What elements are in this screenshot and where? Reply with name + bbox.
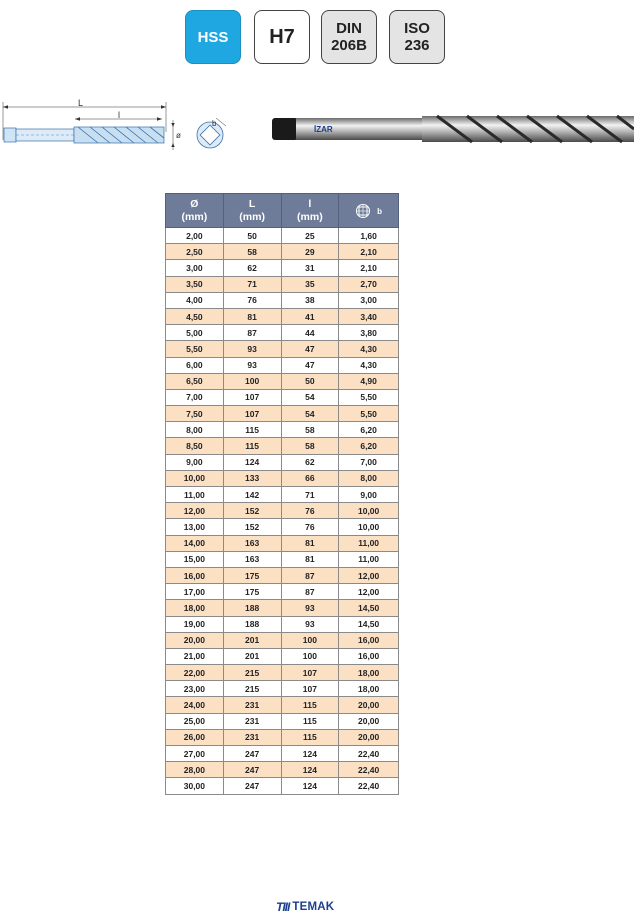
cell-square-size: 8,00 (339, 470, 399, 486)
cell-total-length: 247 (223, 762, 281, 778)
cell-flute-length: 124 (281, 762, 339, 778)
table-row (166, 341, 399, 357)
cell-total-length: 87 (223, 325, 281, 341)
cell-flute-length: 47 (281, 341, 339, 357)
cell-square-size: 22,40 (339, 746, 399, 762)
cell-total-length: 163 (223, 551, 281, 567)
cell-diameter: 8,50 (166, 438, 224, 454)
cell-diameter: 23,00 (166, 681, 224, 697)
cell-total-length: 133 (223, 470, 281, 486)
cell-total-length: 71 (223, 276, 281, 292)
cell-total-length: 50 (223, 228, 281, 244)
cell-total-length: 115 (223, 422, 281, 438)
square-drive-icon (355, 202, 377, 220)
table-row (166, 762, 399, 778)
cell-flute-length: 41 (281, 308, 339, 324)
cell-flute-length: 76 (281, 503, 339, 519)
table-row (166, 746, 399, 762)
cell-square-size: 2,10 (339, 260, 399, 276)
cell-total-length: 100 (223, 373, 281, 389)
cell-square-size: 5,50 (339, 389, 399, 405)
cell-total-length: 231 (223, 697, 281, 713)
cell-square-size: 2,10 (339, 244, 399, 260)
cell-flute-length: 115 (281, 697, 339, 713)
cell-diameter: 8,00 (166, 422, 224, 438)
table-row (166, 470, 399, 486)
cell-square-size: 22,40 (339, 762, 399, 778)
cell-square-size: 11,00 (339, 535, 399, 551)
table-row (166, 713, 399, 729)
cell-total-length: 152 (223, 519, 281, 535)
cell-diameter: 3,00 (166, 260, 224, 276)
cell-total-length: 58 (223, 244, 281, 260)
cell-total-length: 175 (223, 584, 281, 600)
din-badge (321, 10, 377, 64)
table-row (166, 584, 399, 600)
temak-logo-word: TEMAK (292, 901, 335, 913)
cell-diameter: 7,50 (166, 406, 224, 422)
table-row (166, 729, 399, 745)
cell-total-length: 201 (223, 632, 281, 648)
table-row (166, 260, 399, 276)
cell-diameter: 5,00 (166, 325, 224, 341)
cell-diameter: 18,00 (166, 600, 224, 616)
cell-square-size: 3,00 (339, 292, 399, 308)
cell-total-length: 93 (223, 341, 281, 357)
cell-square-size: 11,00 (339, 551, 399, 567)
cell-total-length: 231 (223, 713, 281, 729)
table-row (166, 535, 399, 551)
tolerance-label: H7 (269, 25, 295, 48)
cell-square-size: 4,90 (339, 373, 399, 389)
cell-square-size: 6,20 (339, 438, 399, 454)
cell-total-length: 142 (223, 487, 281, 503)
cell-diameter: 6,00 (166, 357, 224, 373)
cell-flute-length: 50 (281, 373, 339, 389)
cell-flute-length: 44 (281, 325, 339, 341)
cell-square-size: 3,80 (339, 325, 399, 341)
cell-flute-length: 31 (281, 260, 339, 276)
cell-square-size: 7,00 (339, 454, 399, 470)
cell-flute-length: 115 (281, 713, 339, 729)
cell-total-length: 115 (223, 438, 281, 454)
din-label-line2: 206B (331, 37, 367, 54)
cell-flute-length: 100 (281, 648, 339, 664)
cell-diameter: 17,00 (166, 584, 224, 600)
cell-diameter: 7,00 (166, 389, 224, 405)
cell-flute-length: 81 (281, 535, 339, 551)
table-row (166, 373, 399, 389)
cell-diameter: 2,50 (166, 244, 224, 260)
cell-total-length: 231 (223, 729, 281, 745)
table-row (166, 244, 399, 260)
cell-diameter: 5,50 (166, 341, 224, 357)
cell-flute-length: 115 (281, 729, 339, 745)
cell-diameter: 22,00 (166, 665, 224, 681)
cell-square-size: 10,00 (339, 503, 399, 519)
cell-diameter: 3,50 (166, 276, 224, 292)
cell-square-size: 1,60 (339, 228, 399, 244)
cell-square-size: 16,00 (339, 632, 399, 648)
table-row (166, 665, 399, 681)
cell-diameter: 4,00 (166, 292, 224, 308)
cell-square-size: 3,40 (339, 308, 399, 324)
cell-total-length: 152 (223, 503, 281, 519)
cell-total-length: 107 (223, 406, 281, 422)
temak-logo (276, 899, 334, 915)
table-row (166, 357, 399, 373)
cell-total-length: 188 (223, 616, 281, 632)
table-row (166, 616, 399, 632)
table-row (166, 697, 399, 713)
iso-label-line2: 236 (404, 37, 430, 54)
reamer-spec-table (165, 193, 399, 795)
cell-diameter: 27,00 (166, 746, 224, 762)
hss-badge (185, 10, 241, 64)
table-row (166, 600, 399, 616)
cell-flute-length: 81 (281, 551, 339, 567)
cell-flute-length: 58 (281, 422, 339, 438)
table-row (166, 487, 399, 503)
table-row (166, 519, 399, 535)
cell-total-length: 93 (223, 357, 281, 373)
cell-flute-length: 35 (281, 276, 339, 292)
table-row (166, 503, 399, 519)
cell-diameter: 12,00 (166, 503, 224, 519)
table-row (166, 567, 399, 583)
cell-total-length: 124 (223, 454, 281, 470)
table-row (166, 632, 399, 648)
reamer-photo (272, 110, 634, 148)
table-row (166, 422, 399, 438)
cell-flute-length: 93 (281, 600, 339, 616)
table-row (166, 648, 399, 664)
cell-diameter: 9,00 (166, 454, 224, 470)
cell-flute-length: 54 (281, 406, 339, 422)
cell-square-size: 12,00 (339, 567, 399, 583)
cell-diameter: 16,00 (166, 567, 224, 583)
cell-flute-length: 29 (281, 244, 339, 260)
cell-flute-length: 124 (281, 746, 339, 762)
table-row (166, 778, 399, 794)
dimension-d-label: ø (176, 131, 181, 140)
cell-square-size: 5,50 (339, 406, 399, 422)
dimension-l-label: l (118, 110, 120, 120)
cell-flute-length: 38 (281, 292, 339, 308)
cell-total-length: 62 (223, 260, 281, 276)
table-row (166, 228, 399, 244)
cell-total-length: 81 (223, 308, 281, 324)
cell-diameter: 19,00 (166, 616, 224, 632)
cell-square-size: 2,70 (339, 276, 399, 292)
cell-flute-length: 58 (281, 438, 339, 454)
table-row (166, 438, 399, 454)
header-flute-length: l (mm) (281, 194, 339, 228)
cell-total-length: 188 (223, 600, 281, 616)
cell-diameter: 11,00 (166, 487, 224, 503)
temak-logo-mark: TIII (276, 900, 290, 914)
cell-flute-length: 87 (281, 584, 339, 600)
cell-total-length: 175 (223, 567, 281, 583)
table-row (166, 389, 399, 405)
cell-diameter: 10,00 (166, 470, 224, 486)
cell-diameter: 2,00 (166, 228, 224, 244)
cell-square-size: 16,00 (339, 648, 399, 664)
photo-brand-label: İZAR (314, 125, 333, 134)
cell-diameter: 14,00 (166, 535, 224, 551)
table-row (166, 406, 399, 422)
cell-square-size: 9,00 (339, 487, 399, 503)
table-row (166, 454, 399, 470)
cell-flute-length: 76 (281, 519, 339, 535)
cell-flute-length: 107 (281, 665, 339, 681)
cell-square-size: 18,00 (339, 681, 399, 697)
cell-square-size: 4,30 (339, 341, 399, 357)
cell-square-size: 20,00 (339, 729, 399, 745)
cell-total-length: 247 (223, 778, 281, 794)
cell-diameter: 6,50 (166, 373, 224, 389)
table-header-row (166, 194, 399, 228)
cell-total-length: 163 (223, 535, 281, 551)
cell-square-size: 10,00 (339, 519, 399, 535)
dimension-b-label: b (212, 119, 217, 128)
cell-diameter: 15,00 (166, 551, 224, 567)
table-row (166, 308, 399, 324)
cell-flute-length: 93 (281, 616, 339, 632)
header-diameter: Ø (mm) (166, 194, 224, 228)
tolerance-badge (254, 10, 310, 64)
cell-diameter: 30,00 (166, 778, 224, 794)
hss-label: HSS (197, 28, 229, 46)
cell-diameter: 28,00 (166, 762, 224, 778)
cell-total-length: 215 (223, 681, 281, 697)
header-total-length: L (mm) (223, 194, 281, 228)
table-row (166, 325, 399, 341)
cell-flute-length: 66 (281, 470, 339, 486)
cell-square-size: 12,00 (339, 584, 399, 600)
table-row (166, 276, 399, 292)
cell-flute-length: 124 (281, 778, 339, 794)
cell-square-size: 14,50 (339, 600, 399, 616)
standard-badges (185, 10, 447, 66)
cell-square-size: 20,00 (339, 713, 399, 729)
cell-flute-length: 62 (281, 454, 339, 470)
cell-diameter: 13,00 (166, 519, 224, 535)
cell-square-size: 14,50 (339, 616, 399, 632)
cell-diameter: 21,00 (166, 648, 224, 664)
cell-diameter: 4,50 (166, 308, 224, 324)
cell-flute-length: 47 (281, 357, 339, 373)
cell-square-size: 6,20 (339, 422, 399, 438)
table-row (166, 292, 399, 308)
iso-badge (389, 10, 445, 64)
cell-diameter: 24,00 (166, 697, 224, 713)
cell-flute-length: 100 (281, 632, 339, 648)
cell-diameter: 25,00 (166, 713, 224, 729)
cell-square-size: 18,00 (339, 665, 399, 681)
cell-total-length: 215 (223, 665, 281, 681)
table-row (166, 551, 399, 567)
cell-flute-length: 107 (281, 681, 339, 697)
cell-total-length: 247 (223, 746, 281, 762)
cell-square-size: 22,40 (339, 778, 399, 794)
cell-total-length: 76 (223, 292, 281, 308)
header-square-size: b (339, 194, 399, 228)
cell-diameter: 20,00 (166, 632, 224, 648)
cell-flute-length: 87 (281, 567, 339, 583)
cell-square-size: 4,30 (339, 357, 399, 373)
cell-flute-length: 54 (281, 389, 339, 405)
cell-total-length: 107 (223, 389, 281, 405)
cell-flute-length: 71 (281, 487, 339, 503)
cell-total-length: 201 (223, 648, 281, 664)
table-row (166, 681, 399, 697)
iso-label-line1: ISO (404, 20, 430, 37)
din-label-line1: DIN (336, 20, 362, 37)
cell-square-size: 20,00 (339, 697, 399, 713)
table-body (166, 228, 399, 795)
cell-flute-length: 25 (281, 228, 339, 244)
reamer-technical-drawing (0, 92, 250, 162)
dimension-L-label: L (78, 98, 84, 108)
cell-diameter: 26,00 (166, 729, 224, 745)
